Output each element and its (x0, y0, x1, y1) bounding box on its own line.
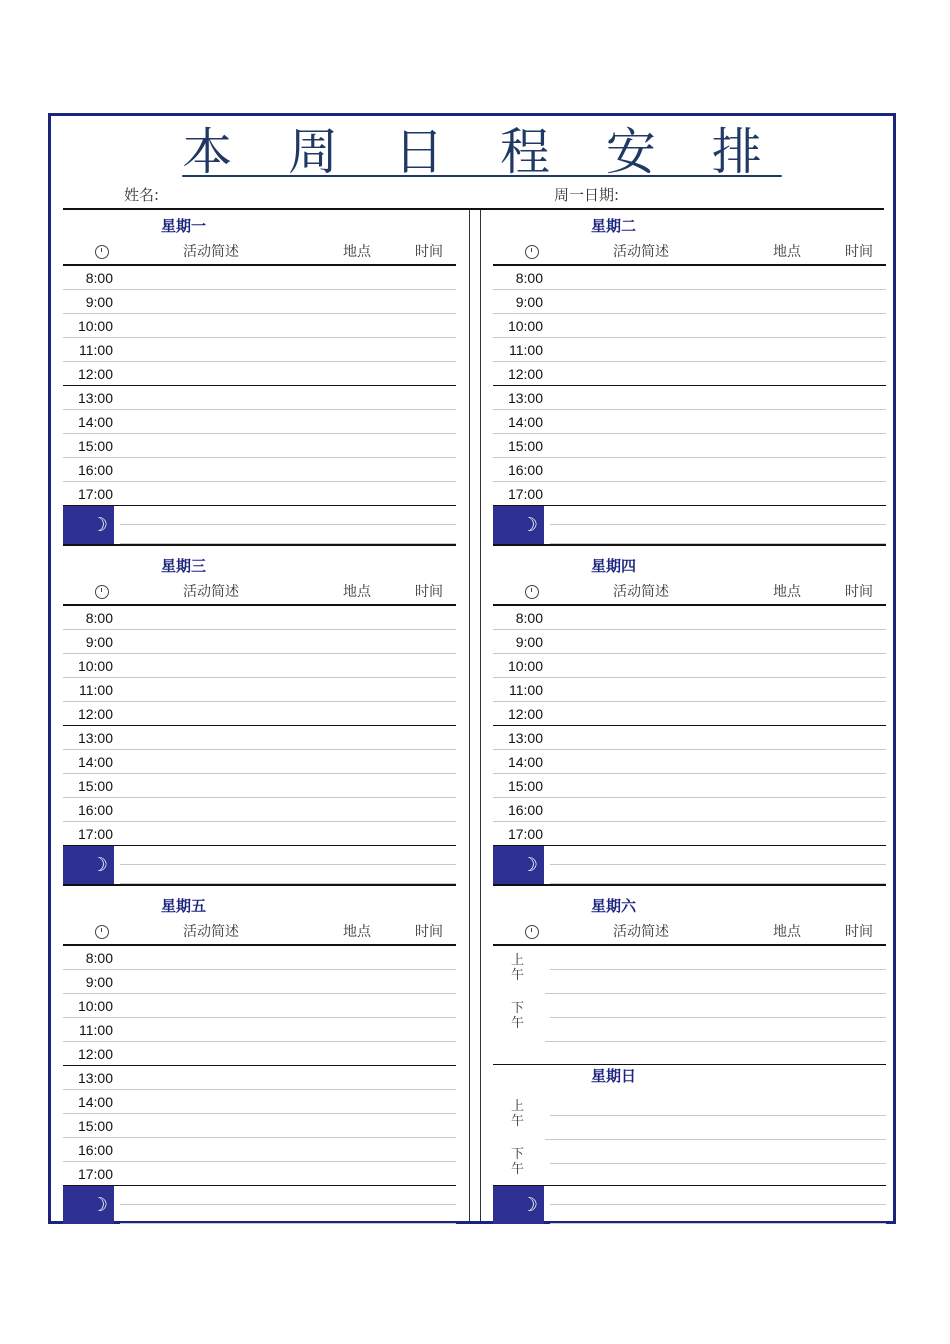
time-slot[interactable] (63, 1114, 456, 1138)
column-header (493, 240, 886, 264)
time-label: 12:00 (77, 706, 113, 722)
time-label: 11:00 (79, 1022, 113, 1038)
time-slot[interactable] (63, 458, 456, 482)
time-slot[interactable] (63, 338, 456, 362)
time-label: 13:00 (77, 390, 113, 406)
time-label: 14:00 (77, 1094, 113, 1110)
col-time: 时间 (845, 244, 873, 260)
time-slot[interactable] (493, 750, 886, 774)
time-slot[interactable] (63, 630, 456, 654)
row-line (120, 864, 456, 865)
day-title: 星期六 (591, 897, 637, 915)
monday-date-label: 周一日期: (554, 186, 620, 204)
col-location: 地点 (773, 924, 801, 940)
col-activity: 活动简述 (183, 924, 239, 940)
time-label: 12:00 (77, 366, 113, 382)
clock-icon (95, 585, 109, 599)
block-bottom-rule (63, 884, 456, 886)
time-label: 17:00 (507, 826, 543, 842)
day-title: 星期四 (591, 557, 637, 575)
block-bottom-rule (63, 544, 456, 546)
time-label: 15:00 (77, 1118, 113, 1134)
time-label: 16:00 (507, 802, 543, 818)
time-slot[interactable] (63, 482, 456, 506)
time-slot[interactable] (63, 606, 456, 630)
moon-icon: ☽ (63, 506, 114, 544)
col-time: 时间 (415, 584, 443, 600)
col-location: 地点 (773, 244, 801, 260)
day-title: 星期五 (161, 897, 207, 915)
time-label: 15:00 (77, 438, 113, 454)
time-slot[interactable] (493, 362, 886, 386)
row-line (550, 1204, 886, 1205)
time-label: 13:00 (507, 390, 543, 406)
page-frame (48, 113, 896, 1224)
time-slot[interactable] (63, 290, 456, 314)
day-title: 星期一 (161, 217, 207, 235)
time-slot[interactable] (493, 678, 886, 702)
day-title: 星期三 (161, 557, 207, 575)
evening-slot[interactable] (63, 1186, 456, 1224)
row-line (550, 524, 886, 525)
moon-icon: ☽ (63, 1186, 114, 1224)
time-slot[interactable] (63, 314, 456, 338)
time-label: 11:00 (509, 342, 543, 358)
time-label: 9:00 (85, 974, 113, 990)
time-slot[interactable] (63, 774, 456, 798)
block-bottom-rule (493, 544, 886, 546)
row-line (545, 1041, 886, 1042)
time-label: 14:00 (77, 414, 113, 430)
time-label: 15:00 (507, 778, 543, 794)
afternoon-slot[interactable] (493, 994, 886, 1042)
time-label: 9:00 (85, 634, 113, 650)
col-time: 时间 (845, 924, 873, 940)
clock-icon (525, 245, 539, 259)
morning-label: 上午 (511, 953, 525, 983)
time-slot[interactable] (493, 266, 886, 290)
column-header (63, 240, 456, 264)
time-label: 14:00 (507, 414, 543, 430)
column-header (493, 580, 886, 604)
name-label: 姓名: (124, 186, 160, 204)
time-slot[interactable] (493, 290, 886, 314)
evening-slot[interactable] (63, 506, 456, 544)
col-time: 时间 (415, 244, 443, 260)
time-slot[interactable] (63, 266, 456, 290)
day-block-friday (63, 890, 456, 1220)
time-label: 9:00 (515, 634, 543, 650)
clock-icon (95, 245, 109, 259)
day-block-monday (63, 210, 456, 550)
time-slot[interactable] (493, 654, 886, 678)
time-label: 13:00 (507, 730, 543, 746)
time-label: 16:00 (507, 462, 543, 478)
time-slot[interactable] (63, 702, 456, 726)
time-slot[interactable] (63, 798, 456, 822)
time-label: 9:00 (515, 294, 543, 310)
time-label: 13:00 (77, 1070, 113, 1086)
time-label: 11:00 (79, 682, 113, 698)
time-label: 13:00 (77, 730, 113, 746)
time-slot[interactable] (493, 726, 886, 750)
time-label: 17:00 (77, 486, 113, 502)
time-slot[interactable] (493, 386, 886, 410)
divider-left (469, 210, 470, 1221)
block-bottom-rule (493, 884, 886, 886)
evening-slot[interactable] (493, 506, 886, 544)
divider-right (480, 210, 481, 1221)
day-block-saturday (493, 890, 886, 1060)
time-slot[interactable] (493, 482, 886, 506)
time-slot[interactable] (63, 1138, 456, 1162)
col-time: 时间 (415, 924, 443, 940)
time-slot[interactable] (493, 702, 886, 726)
moon-icon: ☽ (493, 506, 544, 544)
col-location: 地点 (343, 584, 371, 600)
time-slot[interactable] (63, 678, 456, 702)
morning-slot[interactable] (493, 946, 886, 994)
time-slot[interactable] (63, 1162, 456, 1186)
col-activity: 活动简述 (613, 244, 669, 260)
time-label: 8:00 (85, 270, 113, 286)
time-slot[interactable] (63, 750, 456, 774)
time-slot[interactable] (63, 994, 456, 1018)
time-slot[interactable] (493, 338, 886, 362)
time-label: 8:00 (515, 610, 543, 626)
time-slot[interactable] (493, 774, 886, 798)
time-slot[interactable] (493, 630, 886, 654)
time-label: 12:00 (507, 706, 543, 722)
col-activity: 活动简述 (613, 584, 669, 600)
row-line (120, 524, 456, 525)
time-label: 11:00 (79, 342, 113, 358)
row-line (550, 1115, 886, 1116)
clock-icon (525, 585, 539, 599)
time-slot[interactable] (63, 1042, 456, 1066)
time-slot[interactable] (63, 386, 456, 410)
time-label: 16:00 (77, 462, 113, 478)
time-slot[interactable] (63, 726, 456, 750)
time-label: 16:00 (77, 802, 113, 818)
time-label: 10:00 (507, 658, 543, 674)
row-line (550, 1017, 886, 1018)
morning-label: 上午 (511, 1099, 525, 1129)
evening-slot[interactable] (63, 846, 456, 884)
column-header (63, 580, 456, 604)
evening-slot[interactable] (493, 1186, 886, 1224)
time-label: 17:00 (507, 486, 543, 502)
row-line (120, 1204, 456, 1205)
day-block-sunday (493, 1062, 886, 1222)
time-label: 8:00 (515, 270, 543, 286)
time-label: 16:00 (77, 1142, 113, 1158)
row-line (120, 1223, 456, 1224)
time-label: 15:00 (507, 438, 543, 454)
time-slot[interactable] (63, 822, 456, 846)
time-label: 12:00 (77, 1046, 113, 1062)
time-slot[interactable] (63, 654, 456, 678)
day-block-thursday (493, 550, 886, 890)
row-line (550, 1223, 886, 1224)
time-label: 9:00 (85, 294, 113, 310)
time-label: 12:00 (507, 366, 543, 382)
col-location: 地点 (343, 924, 371, 940)
row-line (550, 1163, 886, 1164)
afternoon-label: 下午 (511, 1001, 525, 1031)
time-slot[interactable] (493, 822, 886, 846)
time-slot[interactable] (493, 434, 886, 458)
day-block-tuesday (493, 210, 886, 550)
afternoon-slot[interactable] (493, 1140, 886, 1188)
time-label: 8:00 (85, 950, 113, 966)
time-slot[interactable] (63, 1018, 456, 1042)
row-line (550, 864, 886, 865)
moon-icon: ☽ (493, 1186, 544, 1224)
evening-slot[interactable] (493, 846, 886, 884)
time-label: 10:00 (77, 318, 113, 334)
time-slot[interactable] (63, 946, 456, 970)
clock-icon (525, 925, 539, 939)
time-label: 10:00 (507, 318, 543, 334)
row-line (550, 969, 886, 970)
time-slot[interactable] (63, 434, 456, 458)
afternoon-label: 下午 (511, 1147, 525, 1177)
col-location: 地点 (343, 244, 371, 260)
morning-slot[interactable] (493, 1092, 886, 1140)
page-title: 本 周 日 程 安 排 (182, 123, 782, 181)
time-slot[interactable] (63, 410, 456, 434)
time-label: 14:00 (77, 754, 113, 770)
col-location: 地点 (773, 584, 801, 600)
time-label: 11:00 (509, 682, 543, 698)
moon-icon: ☽ (493, 846, 544, 884)
time-slot[interactable] (493, 798, 886, 822)
time-label: 17:00 (77, 826, 113, 842)
time-label: 15:00 (77, 778, 113, 794)
time-label: 17:00 (77, 1166, 113, 1182)
time-slot[interactable] (63, 1090, 456, 1114)
time-slot[interactable] (493, 410, 886, 434)
time-slot[interactable] (493, 314, 886, 338)
column-header (493, 920, 886, 944)
time-label: 14:00 (507, 754, 543, 770)
time-slot[interactable] (63, 970, 456, 994)
col-activity: 活动简述 (183, 244, 239, 260)
time-slot[interactable] (63, 362, 456, 386)
day-title: 星期二 (591, 217, 637, 235)
time-slot[interactable] (493, 606, 886, 630)
col-activity: 活动简述 (183, 584, 239, 600)
column-header (63, 920, 456, 944)
time-slot[interactable] (63, 1066, 456, 1090)
clock-icon (95, 925, 109, 939)
day-block-wednesday (63, 550, 456, 890)
time-slot[interactable] (493, 458, 886, 482)
time-label: 10:00 (77, 658, 113, 674)
time-label: 10:00 (77, 998, 113, 1014)
moon-icon: ☽ (63, 846, 114, 884)
day-title: 星期日 (591, 1067, 637, 1085)
col-activity: 活动简述 (613, 924, 669, 940)
time-label: 8:00 (85, 610, 113, 626)
col-time: 时间 (845, 584, 873, 600)
